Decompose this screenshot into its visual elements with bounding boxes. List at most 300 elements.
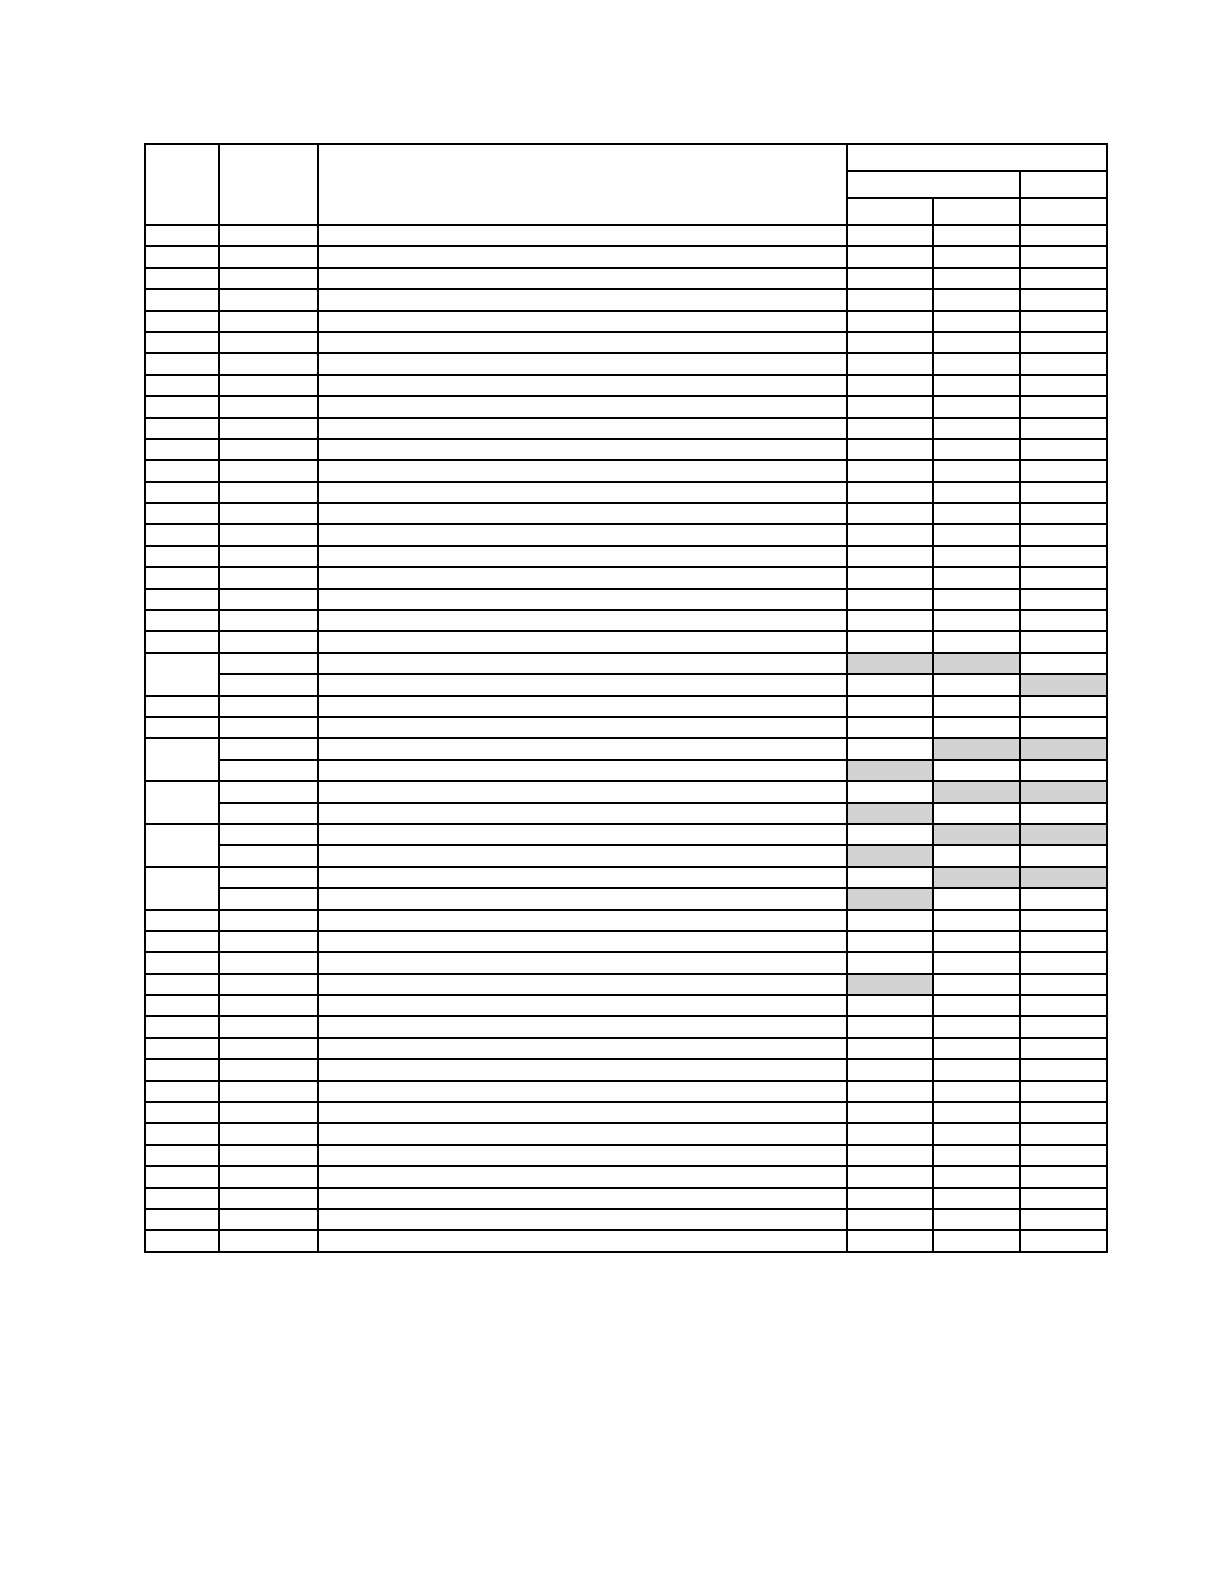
- cell-b: [219, 460, 318, 481]
- table-row: [145, 610, 1107, 631]
- table-row: [145, 888, 1107, 909]
- cell-f: [1020, 1102, 1107, 1123]
- cell-b: [219, 289, 318, 310]
- cell-d: [847, 931, 933, 952]
- cell-c: [318, 503, 847, 524]
- header-sub-a1: [847, 198, 933, 225]
- cell-a: [145, 1123, 219, 1144]
- cell-a: [145, 311, 219, 332]
- cell-e: [933, 289, 1020, 310]
- cell-d: [847, 418, 933, 439]
- cell-a: [145, 717, 219, 738]
- cell-a: [145, 631, 219, 652]
- cell-f: [1020, 888, 1107, 909]
- cell-b: [219, 524, 318, 545]
- cell-d: [847, 1059, 933, 1080]
- cell-b: [219, 610, 318, 631]
- table-row: [145, 910, 1107, 931]
- cell-a: [145, 482, 219, 503]
- cell-d: [847, 482, 933, 503]
- cell-b: [219, 332, 318, 353]
- cell-c: [318, 845, 847, 866]
- cell-b: [219, 1230, 318, 1251]
- cell-e: [933, 995, 1020, 1016]
- cell-f: [1020, 974, 1107, 995]
- table-header: [145, 144, 1107, 225]
- table-row: [145, 867, 1107, 888]
- cell-b: [219, 503, 318, 524]
- cell-d: [847, 225, 933, 246]
- cell-f: [1020, 631, 1107, 652]
- table-row: [145, 332, 1107, 353]
- cell-c: [318, 418, 847, 439]
- cell-f: [1020, 1038, 1107, 1059]
- cell-b: [219, 674, 318, 695]
- cell-d: [847, 1209, 933, 1230]
- cell-e: [933, 888, 1020, 909]
- cell-c: [318, 631, 847, 652]
- cell-b: [219, 375, 318, 396]
- cell-d: [847, 910, 933, 931]
- cell-c: [318, 567, 847, 588]
- cell-d: [847, 1123, 933, 1144]
- cell-f: [1020, 824, 1107, 845]
- cell-c: [318, 1166, 847, 1187]
- table-row: [145, 824, 1107, 845]
- cell-c: [318, 1081, 847, 1102]
- cell-f: [1020, 867, 1107, 888]
- cell-f: [1020, 246, 1107, 267]
- cell-c: [318, 867, 847, 888]
- cell-c: [318, 1123, 847, 1144]
- cell-d: [847, 567, 933, 588]
- cell-c: [318, 974, 847, 995]
- table-row: [145, 503, 1107, 524]
- cell-b: [219, 246, 318, 267]
- table-row: [145, 567, 1107, 588]
- header-col-1: [145, 144, 219, 225]
- cell-b: [219, 225, 318, 246]
- cell-f: [1020, 439, 1107, 460]
- cell-f: [1020, 1145, 1107, 1166]
- cell-f: [1020, 1016, 1107, 1037]
- cell-b: [219, 589, 318, 610]
- cell-e: [933, 418, 1020, 439]
- cell-a: [145, 867, 219, 910]
- table-row: [145, 931, 1107, 952]
- cell-a: [145, 1188, 219, 1209]
- cell-c: [318, 289, 847, 310]
- table-row: [145, 738, 1107, 759]
- cell-b: [219, 396, 318, 417]
- cell-c: [318, 1230, 847, 1251]
- cell-b: [219, 952, 318, 973]
- cell-f: [1020, 952, 1107, 973]
- table-row: [145, 1145, 1107, 1166]
- cell-c: [318, 952, 847, 973]
- cell-e: [933, 1038, 1020, 1059]
- cell-b: [219, 418, 318, 439]
- cell-b: [219, 1081, 318, 1102]
- cell-c: [318, 760, 847, 781]
- cell-a: [145, 995, 219, 1016]
- header-sub-b1: [1020, 198, 1107, 225]
- table-row: [145, 653, 1107, 674]
- cell-a: [145, 696, 219, 717]
- cell-b: [219, 1166, 318, 1187]
- cell-c: [318, 332, 847, 353]
- cell-b: [219, 268, 318, 289]
- cell-c: [318, 1209, 847, 1230]
- cell-b: [219, 824, 318, 845]
- cell-d: [847, 803, 933, 824]
- cell-b: [219, 311, 318, 332]
- table-row: [145, 311, 1107, 332]
- cell-d: [847, 717, 933, 738]
- cell-a: [145, 1038, 219, 1059]
- cell-b: [219, 482, 318, 503]
- cell-b: [219, 696, 318, 717]
- cell-b: [219, 1102, 318, 1123]
- table-row: [145, 375, 1107, 396]
- cell-d: [847, 1038, 933, 1059]
- cell-d: [847, 781, 933, 802]
- cell-b: [219, 1145, 318, 1166]
- cell-c: [318, 589, 847, 610]
- cell-f: [1020, 482, 1107, 503]
- cell-d: [847, 867, 933, 888]
- cell-e: [933, 567, 1020, 588]
- cell-d: [847, 268, 933, 289]
- cell-f: [1020, 931, 1107, 952]
- cell-e: [933, 867, 1020, 888]
- cell-d: [847, 738, 933, 759]
- cell-d: [847, 1081, 933, 1102]
- cell-c: [318, 1102, 847, 1123]
- cell-f: [1020, 910, 1107, 931]
- cell-c: [318, 910, 847, 931]
- cell-d: [847, 246, 933, 267]
- cell-d: [847, 995, 933, 1016]
- cell-c: [318, 396, 847, 417]
- cell-b: [219, 717, 318, 738]
- cell-d: [847, 460, 933, 481]
- cell-c: [318, 803, 847, 824]
- cell-b: [219, 995, 318, 1016]
- cell-a: [145, 225, 219, 246]
- cell-a: [145, 653, 219, 696]
- cell-e: [933, 803, 1020, 824]
- cell-f: [1020, 1230, 1107, 1251]
- cell-b: [219, 653, 318, 674]
- cell-d: [847, 353, 933, 374]
- cell-b: [219, 1188, 318, 1209]
- cell-a: [145, 353, 219, 374]
- cell-b: [219, 974, 318, 995]
- cell-e: [933, 589, 1020, 610]
- cell-b: [219, 931, 318, 952]
- cell-c: [318, 674, 847, 695]
- cell-e: [933, 246, 1020, 267]
- cell-b: [219, 1016, 318, 1037]
- cell-a: [145, 1209, 219, 1230]
- table-row: [145, 396, 1107, 417]
- cell-e: [933, 1188, 1020, 1209]
- cell-d: [847, 503, 933, 524]
- cell-c: [318, 931, 847, 952]
- cell-a: [145, 974, 219, 995]
- cell-a: [145, 332, 219, 353]
- cell-a: [145, 1102, 219, 1123]
- cell-c: [318, 1038, 847, 1059]
- table-row: [145, 1188, 1107, 1209]
- cell-c: [318, 781, 847, 802]
- cell-d: [847, 1016, 933, 1037]
- table-row: [145, 803, 1107, 824]
- cell-e: [933, 1230, 1020, 1251]
- cell-f: [1020, 546, 1107, 567]
- cell-c: [318, 888, 847, 909]
- cell-e: [933, 738, 1020, 759]
- cell-d: [847, 439, 933, 460]
- cell-e: [933, 375, 1020, 396]
- header-subgroup-a: [847, 171, 1020, 198]
- cell-f: [1020, 1059, 1107, 1080]
- table-body: [145, 225, 1107, 1252]
- cell-b: [219, 781, 318, 802]
- header-sub-a2: [933, 198, 1020, 225]
- cell-e: [933, 1145, 1020, 1166]
- table-row: [145, 524, 1107, 545]
- cell-e: [933, 610, 1020, 631]
- cell-f: [1020, 353, 1107, 374]
- table-row: [145, 995, 1107, 1016]
- cell-e: [933, 952, 1020, 973]
- cell-d: [847, 696, 933, 717]
- table-row: [145, 225, 1107, 246]
- cell-b: [219, 546, 318, 567]
- cell-e: [933, 1102, 1020, 1123]
- cell-e: [933, 460, 1020, 481]
- table-row: [145, 246, 1107, 267]
- cell-f: [1020, 311, 1107, 332]
- cell-d: [847, 824, 933, 845]
- header-col-2: [219, 144, 318, 225]
- cell-a: [145, 931, 219, 952]
- cell-d: [847, 610, 933, 631]
- cell-c: [318, 653, 847, 674]
- cell-d: [847, 375, 933, 396]
- table-row: [145, 631, 1107, 652]
- cell-f: [1020, 696, 1107, 717]
- cell-f: [1020, 589, 1107, 610]
- cell-f: [1020, 289, 1107, 310]
- cell-c: [318, 1059, 847, 1080]
- cell-e: [933, 1016, 1020, 1037]
- cell-e: [933, 1081, 1020, 1102]
- cell-d: [847, 524, 933, 545]
- cell-d: [847, 974, 933, 995]
- cell-e: [933, 696, 1020, 717]
- cell-a: [145, 1230, 219, 1251]
- cell-e: [933, 931, 1020, 952]
- cell-c: [318, 696, 847, 717]
- cell-b: [219, 567, 318, 588]
- form-grid-table: [144, 143, 1108, 1253]
- cell-c: [318, 1016, 847, 1037]
- cell-a: [145, 1059, 219, 1080]
- cell-e: [933, 674, 1020, 695]
- cell-a: [145, 781, 219, 824]
- cell-e: [933, 268, 1020, 289]
- cell-b: [219, 867, 318, 888]
- table-row: [145, 717, 1107, 738]
- cell-d: [847, 674, 933, 695]
- cell-a: [145, 567, 219, 588]
- table-row: [145, 1016, 1107, 1037]
- cell-f: [1020, 567, 1107, 588]
- cell-b: [219, 910, 318, 931]
- cell-e: [933, 717, 1020, 738]
- cell-f: [1020, 610, 1107, 631]
- table-row: [145, 760, 1107, 781]
- cell-a: [145, 546, 219, 567]
- cell-c: [318, 546, 847, 567]
- cell-e: [933, 225, 1020, 246]
- cell-a: [145, 610, 219, 631]
- cell-a: [145, 246, 219, 267]
- cell-c: [318, 268, 847, 289]
- cell-e: [933, 332, 1020, 353]
- cell-b: [219, 1059, 318, 1080]
- table-row: [145, 1081, 1107, 1102]
- cell-e: [933, 524, 1020, 545]
- cell-f: [1020, 717, 1107, 738]
- cell-e: [933, 845, 1020, 866]
- cell-a: [145, 439, 219, 460]
- cell-f: [1020, 674, 1107, 695]
- cell-a: [145, 824, 219, 867]
- cell-f: [1020, 418, 1107, 439]
- cell-d: [847, 888, 933, 909]
- cell-c: [318, 439, 847, 460]
- table-row: [145, 1102, 1107, 1123]
- cell-e: [933, 653, 1020, 674]
- cell-c: [318, 1188, 847, 1209]
- cell-a: [145, 418, 219, 439]
- cell-e: [933, 353, 1020, 374]
- cell-b: [219, 845, 318, 866]
- cell-f: [1020, 760, 1107, 781]
- cell-e: [933, 439, 1020, 460]
- table-row: [145, 482, 1107, 503]
- cell-f: [1020, 738, 1107, 759]
- table-row: [145, 974, 1107, 995]
- cell-d: [847, 1102, 933, 1123]
- cell-a: [145, 738, 219, 781]
- header-subgroup-b: [1020, 171, 1107, 198]
- cell-f: [1020, 803, 1107, 824]
- cell-e: [933, 482, 1020, 503]
- cell-c: [318, 995, 847, 1016]
- cell-f: [1020, 1209, 1107, 1230]
- cell-b: [219, 439, 318, 460]
- cell-f: [1020, 332, 1107, 353]
- cell-c: [318, 246, 847, 267]
- cell-b: [219, 1123, 318, 1144]
- cell-f: [1020, 1166, 1107, 1187]
- cell-c: [318, 353, 847, 374]
- table-row: [145, 460, 1107, 481]
- cell-d: [847, 845, 933, 866]
- cell-f: [1020, 460, 1107, 481]
- table-row: [145, 1059, 1107, 1080]
- cell-d: [847, 396, 933, 417]
- cell-a: [145, 396, 219, 417]
- table-row: [145, 952, 1107, 973]
- cell-e: [933, 1123, 1020, 1144]
- cell-e: [933, 760, 1020, 781]
- cell-e: [933, 631, 1020, 652]
- cell-e: [933, 1166, 1020, 1187]
- cell-a: [145, 910, 219, 931]
- cell-c: [318, 460, 847, 481]
- cell-d: [847, 546, 933, 567]
- table-row: [145, 1123, 1107, 1144]
- cell-e: [933, 1209, 1020, 1230]
- cell-f: [1020, 781, 1107, 802]
- cell-f: [1020, 396, 1107, 417]
- table-row: [145, 696, 1107, 717]
- cell-b: [219, 803, 318, 824]
- cell-c: [318, 738, 847, 759]
- cell-c: [318, 1145, 847, 1166]
- cell-f: [1020, 503, 1107, 524]
- cell-b: [219, 1038, 318, 1059]
- cell-e: [933, 503, 1020, 524]
- table-row: [145, 589, 1107, 610]
- cell-f: [1020, 375, 1107, 396]
- cell-c: [318, 824, 847, 845]
- table-row: [145, 418, 1107, 439]
- cell-b: [219, 631, 318, 652]
- cell-d: [847, 631, 933, 652]
- table-row: [145, 781, 1107, 802]
- cell-f: [1020, 653, 1107, 674]
- cell-a: [145, 952, 219, 973]
- cell-a: [145, 503, 219, 524]
- cell-d: [847, 653, 933, 674]
- table-row: [145, 845, 1107, 866]
- cell-e: [933, 781, 1020, 802]
- cell-b: [219, 760, 318, 781]
- cell-b: [219, 888, 318, 909]
- table-row: [145, 353, 1107, 374]
- cell-a: [145, 460, 219, 481]
- cell-f: [1020, 1188, 1107, 1209]
- cell-d: [847, 1166, 933, 1187]
- cell-f: [1020, 225, 1107, 246]
- cell-c: [318, 375, 847, 396]
- cell-d: [847, 289, 933, 310]
- cell-e: [933, 546, 1020, 567]
- table-row: [145, 289, 1107, 310]
- table-row: [145, 268, 1107, 289]
- cell-d: [847, 952, 933, 973]
- cell-b: [219, 738, 318, 759]
- cell-a: [145, 375, 219, 396]
- cell-f: [1020, 268, 1107, 289]
